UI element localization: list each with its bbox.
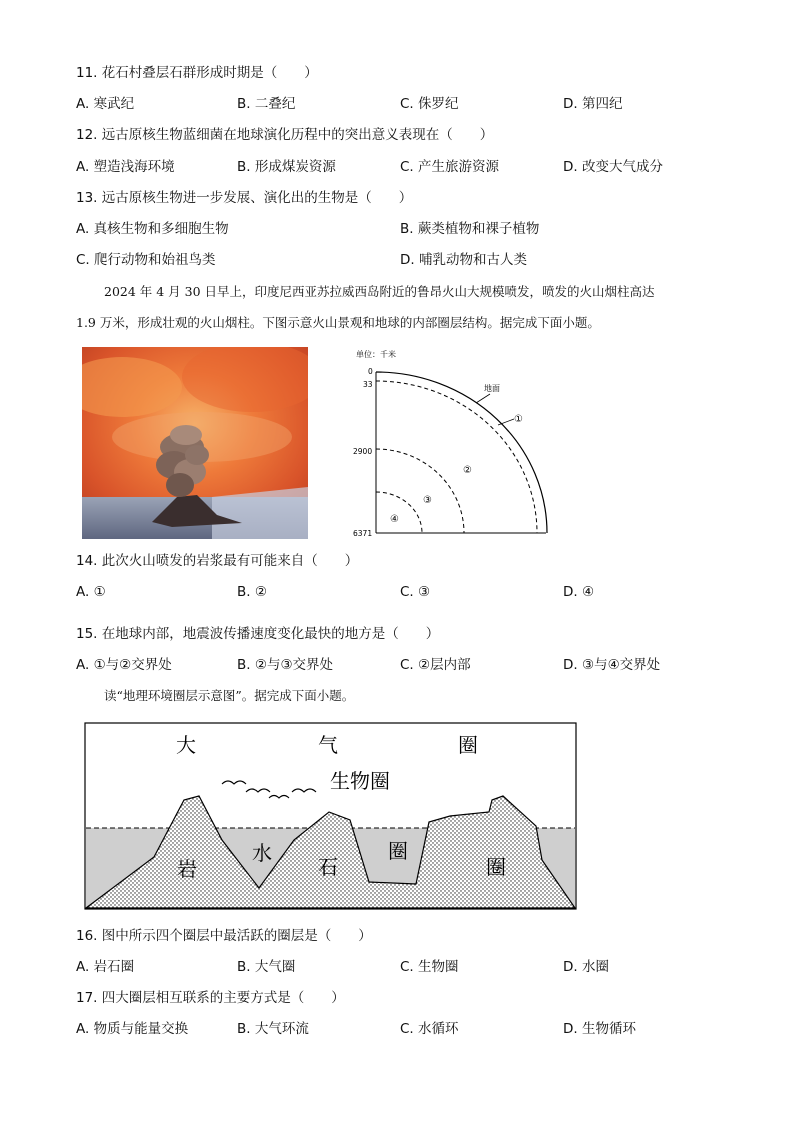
q14-option-c[interactable]: C. ③ — [400, 584, 431, 600]
q15-option-d[interactable]: D. ③与④交界处 — [563, 657, 661, 673]
q17-option-a[interactable]: A. 物质与能量交换 — [76, 1021, 189, 1037]
q17-option-d[interactable]: D. 生物循环 — [563, 1021, 636, 1037]
q17-option-c[interactable]: C. 水循环 — [400, 1021, 459, 1037]
lithosphere-char-4: 圈 — [486, 855, 506, 879]
depth-0-label: 0 — [368, 367, 373, 376]
q11-option-d[interactable]: D. 第四纪 — [563, 96, 623, 112]
hydrosphere-label: 水 — [252, 841, 272, 865]
inner-core-boundary — [376, 492, 422, 533]
q17-option-b[interactable]: B. 大气环流 — [237, 1021, 309, 1037]
surface-arc — [376, 372, 547, 533]
atmosphere-char-2: 气 — [318, 733, 338, 757]
q15-option-a[interactable]: A. ①与②交界处 — [76, 657, 172, 673]
lithosphere-char-2: 石 — [318, 855, 338, 879]
q16-option-a[interactable]: A. 岩石圈 — [76, 959, 135, 975]
passage-volcano-line1: 2024 年 4 月 30 日早上，印度尼西亚苏拉威西岛附近的鲁昂火山大规模喷发，喷发的火山烟柱高达 — [104, 284, 655, 299]
question-15-stem: 15. 在地球内部，地震波传播速度变化最快的地方是（ ） — [76, 626, 440, 642]
atmosphere-char-1: 大 — [176, 733, 196, 757]
earth-interior-diagram — [350, 347, 560, 546]
q12-option-c[interactable]: C. 产生旅游资源 — [400, 159, 500, 175]
q16-option-c[interactable]: C. 生物圈 — [400, 959, 459, 975]
q14-option-b[interactable]: B. ② — [237, 584, 267, 600]
depth-33-label: 33 — [363, 380, 373, 389]
q16-option-d[interactable]: D. 水圈 — [563, 959, 609, 975]
q13-option-b[interactable]: B. 蕨类植物和裸子植物 — [400, 221, 540, 237]
q11-option-a[interactable]: A. 寒武纪 — [76, 96, 135, 112]
atmosphere-char-3: 圈 — [458, 733, 478, 757]
passage-spheres: 读“地理环境圈层示意图”。据完成下面小题。 — [104, 688, 355, 703]
q12-option-a[interactable]: A. 塑造浅海环境 — [76, 159, 175, 175]
depth-6371-label: 6371 — [353, 529, 373, 538]
diagram-unit-label: 单位：千米 — [356, 350, 396, 359]
question-17-stem: 17. 四大圈层相互联系的主要方式是（ ） — [76, 990, 345, 1006]
q15-option-c[interactable]: C. ②层内部 — [400, 657, 471, 673]
biosphere-label: 生物圈 — [330, 769, 390, 793]
moho-boundary — [376, 381, 537, 533]
geographic-spheres-diagram — [84, 722, 578, 916]
q14-option-d[interactable]: D. ④ — [563, 584, 595, 600]
layer-3-label: ③ — [423, 495, 432, 506]
q12-option-d[interactable]: D. 改变大气成分 — [563, 159, 663, 175]
question-13-stem: 13. 远古原核生物进一步发展、演化出的生物是（ ） — [76, 190, 413, 206]
lithosphere-char-3: 圈 — [388, 839, 408, 863]
question-16-stem: 16. 图中所示四个圈层中最活跃的圈层是（ ） — [76, 928, 372, 944]
lithosphere-char-1: 岩 — [177, 857, 197, 881]
q11-option-b[interactable]: B. 二叠纪 — [237, 96, 296, 112]
layer-1-label: ① — [514, 414, 523, 425]
q13-option-d[interactable]: D. 哺乳动物和古人类 — [400, 252, 527, 268]
question-14-stem: 14. 此次火山喷发的岩浆最有可能来自（ ） — [76, 553, 359, 569]
question-12-stem: 12. 远古原核生物蓝细菌在地球演化历程中的突出意义表现在（ ） — [76, 127, 494, 143]
q15-option-b[interactable]: B. ②与③交界处 — [237, 657, 334, 673]
depth-2900-label: 2900 — [353, 447, 373, 456]
layer-2-label: ② — [463, 465, 472, 476]
q12-option-b[interactable]: B. 形成煤炭资源 — [237, 159, 336, 175]
surface-label: 地面 — [484, 384, 500, 393]
q13-option-c[interactable]: C. 爬行动物和始祖鸟类 — [76, 252, 216, 268]
volcano-eruption-photo — [82, 347, 308, 539]
q13-option-a[interactable]: A. 真核生物和多细胞生物 — [76, 221, 229, 237]
layer-4-label: ④ — [390, 514, 399, 525]
q14-option-a[interactable]: A. ① — [76, 584, 106, 600]
q11-option-c[interactable]: C. 侏罗纪 — [400, 96, 459, 112]
q16-option-b[interactable]: B. 大气圈 — [237, 959, 296, 975]
question-11-stem: 11. 花石村叠层石群形成时期是（ ） — [76, 65, 318, 81]
passage-volcano-line2: 1.9 万米，形成壮观的火山烟柱。下图示意火山景观和地球的内部圈层结构。据完成下面小题。 — [76, 315, 600, 330]
